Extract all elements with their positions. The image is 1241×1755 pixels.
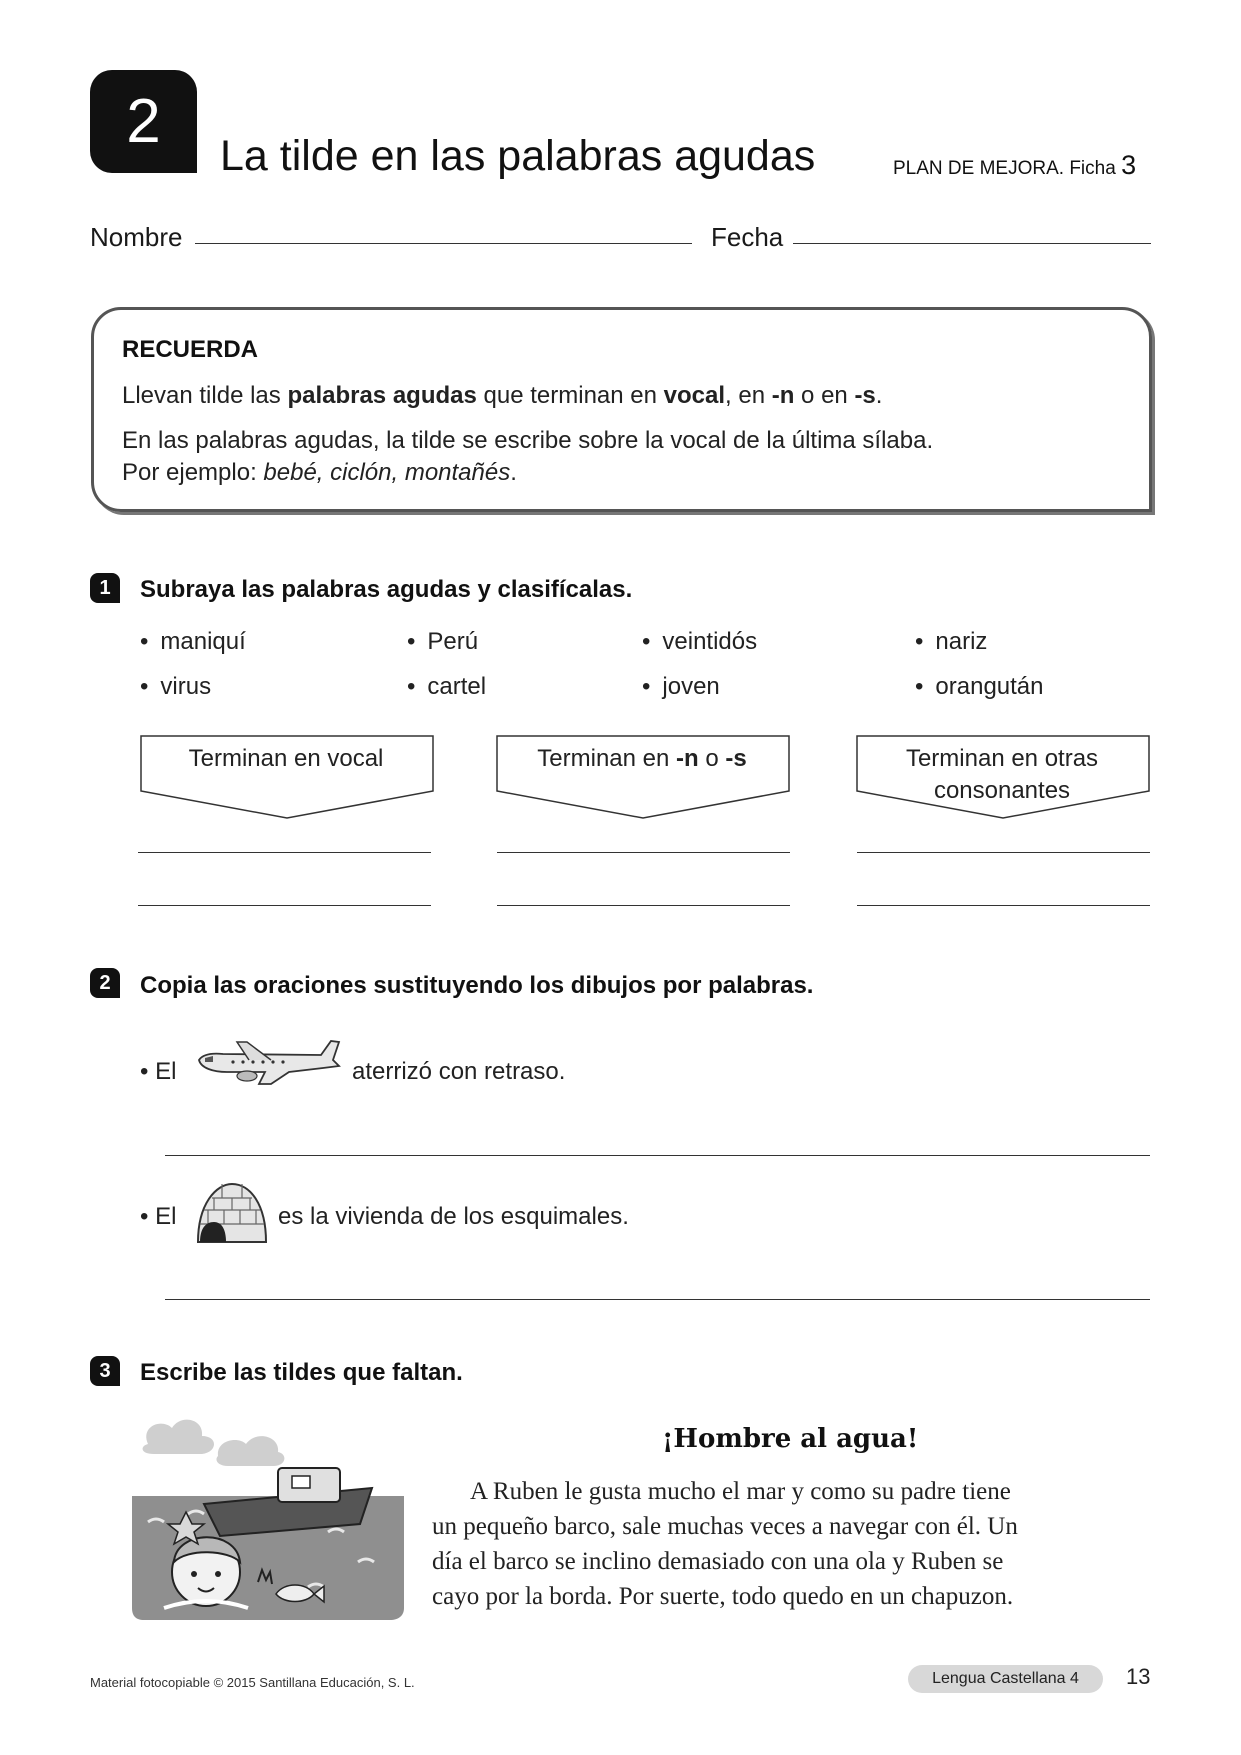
category-otras-label [857,743,1147,807]
recuerda-title: RECUERDA [122,336,259,363]
activity-2-title: Copia las oraciones sustituyendo los dibujos por palabras. [140,972,814,999]
story-title: ¡Hombre al agua! [662,1424,919,1454]
example-end: . [510,459,517,486]
word-item[interactable]: • joven [642,673,720,701]
fecha-label: Fecha [711,222,784,252]
word-item[interactable]: • maniquí [140,628,246,656]
activity-2-badge [90,968,120,998]
rule-bold-agudas: palabras agudas [287,382,477,409]
story-line-2[interactable]: un pequeño barco, sale muchas veces a navegar con él. Un [432,1513,1018,1540]
ns-bold-n: -n [676,745,699,772]
category-vocal-label: Terminan en vocal [188,745,384,772]
rule-text: o en [794,382,855,409]
sentence-2-start: • El [140,1203,177,1230]
story-line-4[interactable]: cayo por la borda. Por suerte, todo quedo en un chapuzon. [432,1583,1014,1610]
airplane-icon [193,1038,343,1096]
recuerda-explanation: En las palabras agudas, la tilde se escribe sobre la vocal de la última sílaba. [122,427,934,454]
igloo-icon [194,1180,270,1246]
activity-3-title: Escribe las tildes que faltan. [140,1359,463,1386]
example-label: Por ejemplo: [122,459,264,486]
answer-line-otras-2[interactable] [857,905,1150,906]
subject-badge [908,1665,1103,1693]
ns-bold-s: -s [725,745,747,772]
word-item[interactable]: • virus [140,673,211,701]
plan-number: 3 [1121,150,1137,180]
story-line-3[interactable]: día el barco se inclino demasiado con una ola y Ruben se [432,1548,1004,1575]
sentence-1-end: aterrizó con retraso. [352,1058,566,1085]
activity-1-title: Subraya las palabras agudas y clasifícalas. [140,576,633,603]
category-ns-label [497,743,787,775]
activity-3-badge [90,1356,120,1386]
rule-bold-n: -n [771,382,795,409]
activity-1-number: 1 [99,576,111,599]
rule-text: Llevan tilde las [122,382,288,409]
activity-2-number: 2 [99,971,111,994]
sentence-1-start: • El [140,1058,177,1085]
unit-number: 2 [126,87,161,156]
plan-text: PLAN DE MEJORA. Ficha [893,158,1116,179]
rule-bold-vocal: vocal [663,382,726,409]
subject-label: Lengua Castellana 4 [932,1670,1079,1687]
ns-text: Terminan en [537,745,677,772]
category-shapes [0,0,1241,850]
answer-line-vocal-1[interactable] [138,852,431,853]
answer-line-sentence-1[interactable] [165,1155,1150,1156]
answer-line-ns-1[interactable] [497,852,790,853]
sentence-2-el: El [155,1203,177,1230]
boy-in-water-illustration [128,1412,408,1622]
answer-line-vocal-2[interactable] [138,905,431,906]
rule-text: que terminan en [476,382,664,409]
word-item[interactable]: • nariz [915,628,987,656]
word-item[interactable]: • cartel [407,673,486,701]
rule-text: , en [725,382,772,409]
sentence-2-end: es la vivienda de los esquimales. [278,1203,629,1230]
answer-line-ns-2[interactable] [497,905,790,906]
rule-text: . [875,382,883,409]
page-title: La tilde en las palabras agudas [220,132,816,180]
rule-bold-s: -s [854,382,876,409]
ns-text: o [698,745,726,772]
answer-line-otras-1[interactable] [857,852,1150,853]
word-item[interactable]: • Perú [407,628,478,656]
word-item[interactable]: • orangután [915,673,1044,701]
story-line-1[interactable]: A Ruben le gusta mucho el mar y como su padre tiene [470,1478,1011,1505]
nombre-label: Nombre [90,222,183,252]
page-number: 13 [1126,1664,1151,1689]
otras-line-1: Terminan en otras [905,745,1099,772]
sentence-1-el: El [155,1058,177,1085]
copyright-notice: Material fotocopiable © 2015 Santillana Educación, S. L. [90,1675,415,1690]
example-words: bebé, ciclón, montañés [263,459,511,486]
activity-3-number: 3 [99,1359,111,1382]
otras-line-2: consonantes [933,777,1071,804]
answer-line-sentence-2[interactable] [165,1299,1150,1300]
word-item[interactable]: • veintidós [642,628,757,656]
